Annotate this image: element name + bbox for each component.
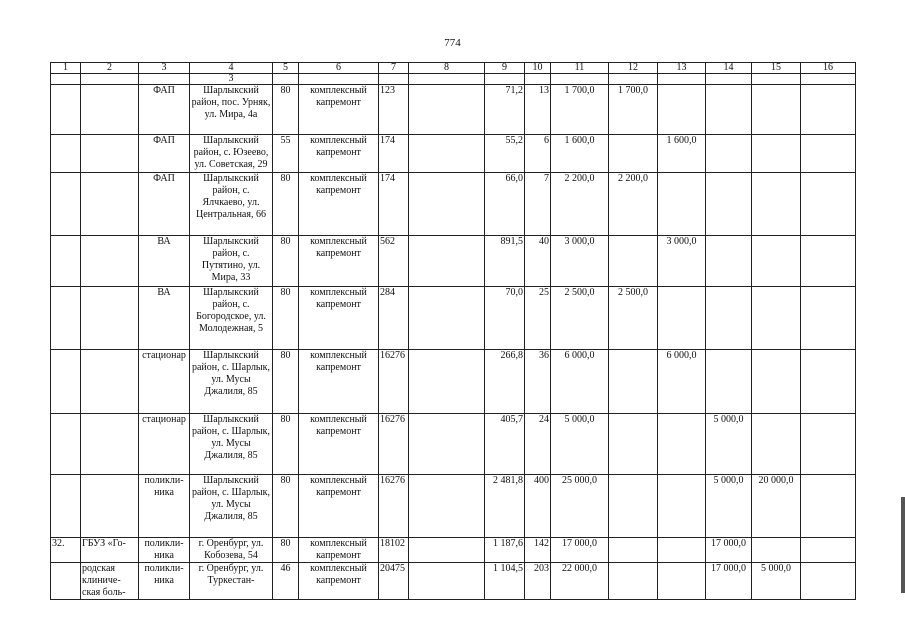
institution-name (81, 287, 139, 350)
col-header: 13 (658, 63, 706, 74)
beds-value: 13 (525, 85, 551, 135)
row-number (51, 287, 81, 350)
year-2-cost (658, 287, 706, 350)
year-3-cost: 17 000,0 (706, 563, 752, 600)
col-header: 7 (379, 63, 409, 74)
col-8-value (409, 414, 485, 475)
beds-value: 25 (525, 287, 551, 350)
row-number: 32. (51, 538, 81, 563)
address: г. Оренбург, ул. Туркестан- (190, 563, 273, 600)
total-cost: 2 500,0 (551, 287, 609, 350)
col-header: 2 (81, 63, 139, 74)
row-number (51, 414, 81, 475)
area-value: 1 104,5 (485, 563, 525, 600)
col-header: 4 (190, 63, 273, 74)
total-cost: 25 000,0 (551, 475, 609, 538)
table-body (51, 63, 856, 600)
work-type: комплексный капремонт (299, 563, 379, 600)
year-1-cost: 1 700,0 (609, 85, 658, 135)
col-16-value (801, 236, 856, 287)
wear-percent: 55 (273, 135, 299, 173)
year-2-cost (658, 173, 706, 236)
col-header: 15 (752, 63, 801, 74)
address: Шарлыкский район, с. Шарлык, ул. Мусы Джалиля, 85 (190, 414, 273, 475)
area-value: 891,5 (485, 236, 525, 287)
year-1-cost: 2 200,0 (609, 173, 658, 236)
col-header: 5 (273, 63, 299, 74)
institution-name: родская клиниче-ская боль- (81, 563, 139, 600)
facility-type: ВА (139, 287, 190, 350)
area-value: 405,7 (485, 414, 525, 475)
wear-percent: 80 (273, 173, 299, 236)
institution-name (81, 173, 139, 236)
col-header: 8 (409, 63, 485, 74)
year-2-cost (658, 475, 706, 538)
institution-name (81, 475, 139, 538)
visits-count: 16276 (379, 475, 409, 538)
year-4-cost (752, 135, 801, 173)
wear-percent: 80 (273, 287, 299, 350)
beds-value: 7 (525, 173, 551, 236)
area-value: 70,0 (485, 287, 525, 350)
year-3-cost: 5 000,0 (706, 475, 752, 538)
year-4-cost (752, 538, 801, 563)
address: Шарлыкский район, с. Шарлык, ул. Мусы Джалиля, 85 (190, 350, 273, 414)
col-header: 9 (485, 63, 525, 74)
year-1-cost (609, 414, 658, 475)
col-8-value (409, 563, 485, 600)
col-16-value (801, 414, 856, 475)
table-row (51, 414, 856, 475)
col-8-value (409, 475, 485, 538)
wear-percent: 80 (273, 475, 299, 538)
visits-count: 174 (379, 135, 409, 173)
col-8-value (409, 350, 485, 414)
col-16-value (801, 135, 856, 173)
col-16-value (801, 173, 856, 236)
address: Шарлыкский район, с. Путятино, ул. Мира, 33 (190, 236, 273, 287)
subheader-row (51, 74, 856, 85)
work-type: комплексный капремонт (299, 173, 379, 236)
year-2-cost (658, 538, 706, 563)
col-header: 6 (299, 63, 379, 74)
col-header: 11 (551, 63, 609, 74)
col-header: 14 (706, 63, 752, 74)
year-1-cost: 2 500,0 (609, 287, 658, 350)
year-4-cost: 20 000,0 (752, 475, 801, 538)
institution-name (81, 85, 139, 135)
address: Шарлыкский район, пос. Урняк, ул. Мира, 4а (190, 85, 273, 135)
beds-value: 6 (525, 135, 551, 173)
address: г. Оренбург, ул. Кобозева, 54 (190, 538, 273, 563)
year-3-cost (706, 135, 752, 173)
col-8-value (409, 538, 485, 563)
col-header: 16 (801, 63, 856, 74)
year-2-cost (658, 85, 706, 135)
col-8-value (409, 287, 485, 350)
facility-type: поликли-ника (139, 563, 190, 600)
row-number (51, 85, 81, 135)
table-row (51, 287, 856, 350)
visits-count: 562 (379, 236, 409, 287)
table-row (51, 173, 856, 236)
address: Шарлыкский район, с. Шарлык, ул. Мусы Джалиля, 85 (190, 475, 273, 538)
year-4-cost (752, 85, 801, 135)
area-value: 2 481,8 (485, 475, 525, 538)
data-table (50, 62, 856, 600)
col-8-value (409, 173, 485, 236)
institution-name (81, 414, 139, 475)
total-cost: 6 000,0 (551, 350, 609, 414)
area-value: 66,0 (485, 173, 525, 236)
facility-type: стационар (139, 414, 190, 475)
facility-type: стационар (139, 350, 190, 414)
area-value: 71,2 (485, 85, 525, 135)
col-header: 3 (139, 63, 190, 74)
year-1-cost (609, 538, 658, 563)
total-cost: 2 200,0 (551, 173, 609, 236)
col-header: 10 (525, 63, 551, 74)
wear-percent: 46 (273, 563, 299, 600)
wear-percent: 80 (273, 538, 299, 563)
row-number (51, 563, 81, 600)
visits-count: 16276 (379, 350, 409, 414)
year-1-cost (609, 236, 658, 287)
institution-name (81, 350, 139, 414)
area-value: 55,2 (485, 135, 525, 173)
work-type: комплексный капремонт (299, 414, 379, 475)
visits-count: 16276 (379, 414, 409, 475)
beds-value: 40 (525, 236, 551, 287)
year-4-cost: 5 000,0 (752, 563, 801, 600)
year-2-cost (658, 563, 706, 600)
year-3-cost: 17 000,0 (706, 538, 752, 563)
table-row (51, 350, 856, 414)
wear-percent: 80 (273, 85, 299, 135)
facility-type: ФАП (139, 85, 190, 135)
area-value: 266,8 (485, 350, 525, 414)
address: Шарлыкский район, с. Юзеево, ул. Советская, 29 (190, 135, 273, 173)
work-type: комплексный капремонт (299, 538, 379, 563)
col-8-value (409, 135, 485, 173)
year-1-cost (609, 350, 658, 414)
subheader-col4: 3 (190, 74, 273, 85)
col-16-value (801, 85, 856, 135)
work-type: комплексный капремонт (299, 350, 379, 414)
col-16-value (801, 563, 856, 600)
work-type: комплексный капремонт (299, 85, 379, 135)
year-4-cost (752, 236, 801, 287)
page-number: 774 (444, 37, 461, 49)
work-type: комплексный капремонт (299, 287, 379, 350)
work-type: комплексный капремонт (299, 475, 379, 538)
total-cost: 22 000,0 (551, 563, 609, 600)
row-number (51, 173, 81, 236)
work-type: комплексный капремонт (299, 135, 379, 173)
scan-edge-mark (901, 497, 905, 593)
institution-name (81, 135, 139, 173)
row-number (51, 236, 81, 287)
year-3-cost (706, 287, 752, 350)
year-2-cost: 6 000,0 (658, 350, 706, 414)
institution-name (81, 236, 139, 287)
year-1-cost (609, 475, 658, 538)
col-16-value (801, 538, 856, 563)
facility-type: поликли-ника (139, 475, 190, 538)
area-value: 1 187,6 (485, 538, 525, 563)
beds-value: 400 (525, 475, 551, 538)
facility-type: ВА (139, 236, 190, 287)
year-2-cost: 1 600,0 (658, 135, 706, 173)
table-row (51, 85, 856, 135)
visits-count: 123 (379, 85, 409, 135)
row-number (51, 350, 81, 414)
address: Шарлыкский район, с. Ялчкаево, ул. Центральная, 66 (190, 173, 273, 236)
visits-count: 20475 (379, 563, 409, 600)
year-1-cost (609, 135, 658, 173)
facility-type: поликли-ника (139, 538, 190, 563)
total-cost: 17 000,0 (551, 538, 609, 563)
year-4-cost (752, 350, 801, 414)
institution-name: ГБУЗ «Го- (81, 538, 139, 563)
beds-value: 36 (525, 350, 551, 414)
table-row (51, 475, 856, 538)
year-1-cost (609, 563, 658, 600)
col-8-value (409, 85, 485, 135)
total-cost: 3 000,0 (551, 236, 609, 287)
total-cost: 1 700,0 (551, 85, 609, 135)
beds-value: 24 (525, 414, 551, 475)
wear-percent: 80 (273, 350, 299, 414)
year-4-cost (752, 414, 801, 475)
total-cost: 5 000,0 (551, 414, 609, 475)
year-4-cost (752, 287, 801, 350)
year-4-cost (752, 173, 801, 236)
year-3-cost (706, 236, 752, 287)
row-number (51, 475, 81, 538)
year-3-cost (706, 173, 752, 236)
col-header: 12 (609, 63, 658, 74)
wear-percent: 80 (273, 414, 299, 475)
year-3-cost (706, 350, 752, 414)
year-3-cost (706, 85, 752, 135)
table-row (51, 236, 856, 287)
col-16-value (801, 287, 856, 350)
address: Шарлыкский район, с. Богородское, ул. Молодежная, 5 (190, 287, 273, 350)
row-number (51, 135, 81, 173)
total-cost: 1 600,0 (551, 135, 609, 173)
year-2-cost: 3 000,0 (658, 236, 706, 287)
table-row (51, 538, 856, 563)
beds-value: 203 (525, 563, 551, 600)
wear-percent: 80 (273, 236, 299, 287)
column-number-row (51, 63, 856, 74)
col-8-value (409, 236, 485, 287)
visits-count: 284 (379, 287, 409, 350)
year-2-cost (658, 414, 706, 475)
facility-type: ФАП (139, 173, 190, 236)
visits-count: 18102 (379, 538, 409, 563)
col-16-value (801, 350, 856, 414)
beds-value: 142 (525, 538, 551, 563)
table-row (51, 135, 856, 173)
col-16-value (801, 475, 856, 538)
table-row (51, 563, 856, 600)
facility-type: ФАП (139, 135, 190, 173)
year-3-cost: 5 000,0 (706, 414, 752, 475)
visits-count: 174 (379, 173, 409, 236)
col-header: 1 (51, 63, 81, 74)
work-type: комплексный капремонт (299, 236, 379, 287)
